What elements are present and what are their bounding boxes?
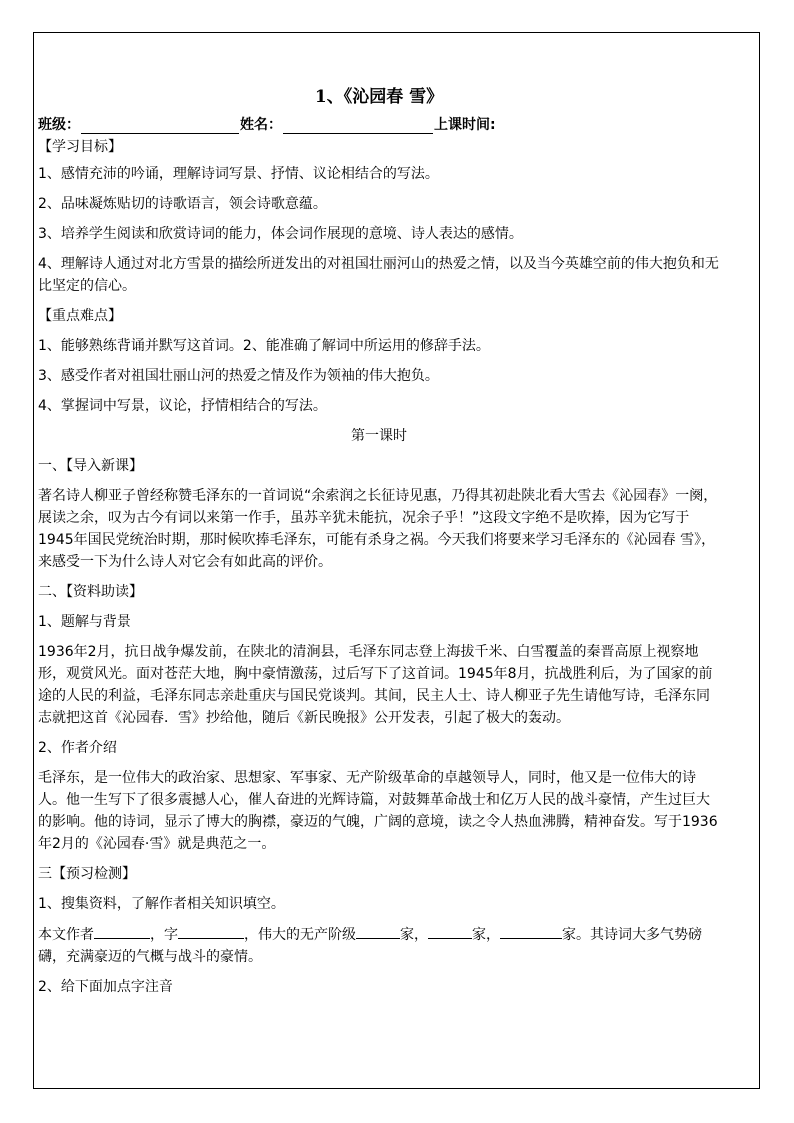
goal-item: 2、品味凝炼贴切的诗歌语言，领会诗歌意蕴。: [38, 196, 327, 212]
intro-heading: 一、【导入新课】: [38, 458, 143, 474]
fill-text: ，伟大的无产阶级: [244, 927, 356, 943]
preview-question-2: 2、给下面加点字注音: [38, 979, 173, 995]
author-text: 毛泽东，是一位伟大的政治家、思想家、军事家、无产阶级革命的卓越领导人，同时，他又是一位伟大的诗人。他一生写下了很多震撼人心，催人奋进的光辉诗篇，对鼓舞革命战士和亿万人民的战斗豪情，产生过巨大的影响。他的诗词，显示了博大的胸襟，豪迈的气魄，广阔的意境，读之令人热血沸腾，精神奋发。写于1936年2月的《沁园春·雪》就是典范之一。: [38, 770, 718, 852]
key-point-item: 1、能够熟练背诵并默写这首词。2、能准确了解词中所运用的修辞手法。: [38, 338, 490, 354]
goal-item: 1、感情充沛的吟诵，理解诗词写景、抒情、议论相结合的写法。: [38, 166, 439, 182]
name-label: 姓名：: [240, 117, 282, 133]
page-title: 1、《沁园春 雪》: [314, 87, 444, 107]
class-blank[interactable]: [81, 117, 239, 134]
preview-question-1: 1、搜集资料，了解作者相关知识填空。: [38, 896, 285, 912]
worksheet-content: [38, 84, 720, 1006]
name-blank[interactable]: [283, 117, 433, 134]
fill-in-sentence: [38, 923, 720, 968]
fill-text: 家，: [472, 927, 500, 943]
key-points-heading: 【重点难点】: [38, 308, 122, 324]
background-text: 1936年2月，抗日战争爆发前，在陕北的清涧县，毛泽东同志登上海拔千米、白雪覆盖的秦晋高原上视察地形，观赏风光。面对苍茫大地，胸中豪情激荡，过后写下了这首词。1945年8月，抗战胜利后，为了国家的前途的人民的利益，毛泽东同志亲赴重庆与国民党谈判。其间，民主人士、诗人柳亚子先生请他写诗，毛泽东同志就把这首《沁园春．雪》抄给他，随后《新民晚报》公开发表，引起了极大的轰动。: [38, 644, 713, 726]
goal-item: 3、培养学生阅读和欣赏诗词的能力，体会词作展现的意境、诗人表达的感情。: [38, 226, 523, 242]
goal-item: 4、理解诗人通过对北方雪景的描绘所迸发出的对祖国壮丽河山的热爱之情，以及当今英雄空前的伟大抱负和无比坚定的信心。: [38, 256, 719, 294]
fill-text: 家。其诗词大多气势磅礴，充满豪迈的气概与战斗的豪情。: [38, 927, 702, 965]
key-point-item: 4、掌握词中写景，议论，抒情相结合的写法。: [38, 398, 327, 414]
role-blank-1[interactable]: [356, 923, 400, 939]
goals-heading: 【学习目标】: [38, 139, 122, 155]
class-label: 班级：: [38, 117, 80, 133]
materials-heading: 二、【资料助读】: [38, 584, 143, 600]
fill-text: 家，: [400, 927, 428, 943]
student-info-line: [38, 114, 720, 136]
preview-heading: 三【预习检测】: [38, 866, 136, 882]
fill-text: 本文作者: [38, 927, 94, 943]
lesson-label: 第一课时: [351, 428, 407, 444]
fill-text: ，字: [150, 927, 178, 943]
author-blank[interactable]: [94, 923, 150, 939]
author-heading: 2、作者介绍: [38, 740, 117, 756]
courtesy-name-blank[interactable]: [178, 923, 244, 939]
intro-text: 著名诗人柳亚子曾经称赞毛泽东的一首词说“余索润之长征诗见惠，乃得其初赴陕北看大雪去《沁园春》一阕，展读之余，叹为古今有词以来第一作手，虽苏辛犹未能抗，况余子乎！”这段文字绝不是吹捧，因为它写于1945年国民党统治时期，那时候吹捧毛泽东，可能有杀身之祸。今天我们将要来学习毛泽东的《沁园春 雪》，来感受一下为什么诗人对它会有如此高的评价。: [38, 488, 718, 570]
role-blank-2[interactable]: [428, 923, 472, 939]
key-point-item: 3、感受作者对祖国壮丽山河的热爱之情及作为领袖的伟大抱负。: [38, 368, 439, 384]
background-heading: 1、题解与背景: [38, 614, 131, 630]
role-blank-3[interactable]: [500, 923, 562, 939]
time-label: 上课时间:: [434, 117, 496, 133]
